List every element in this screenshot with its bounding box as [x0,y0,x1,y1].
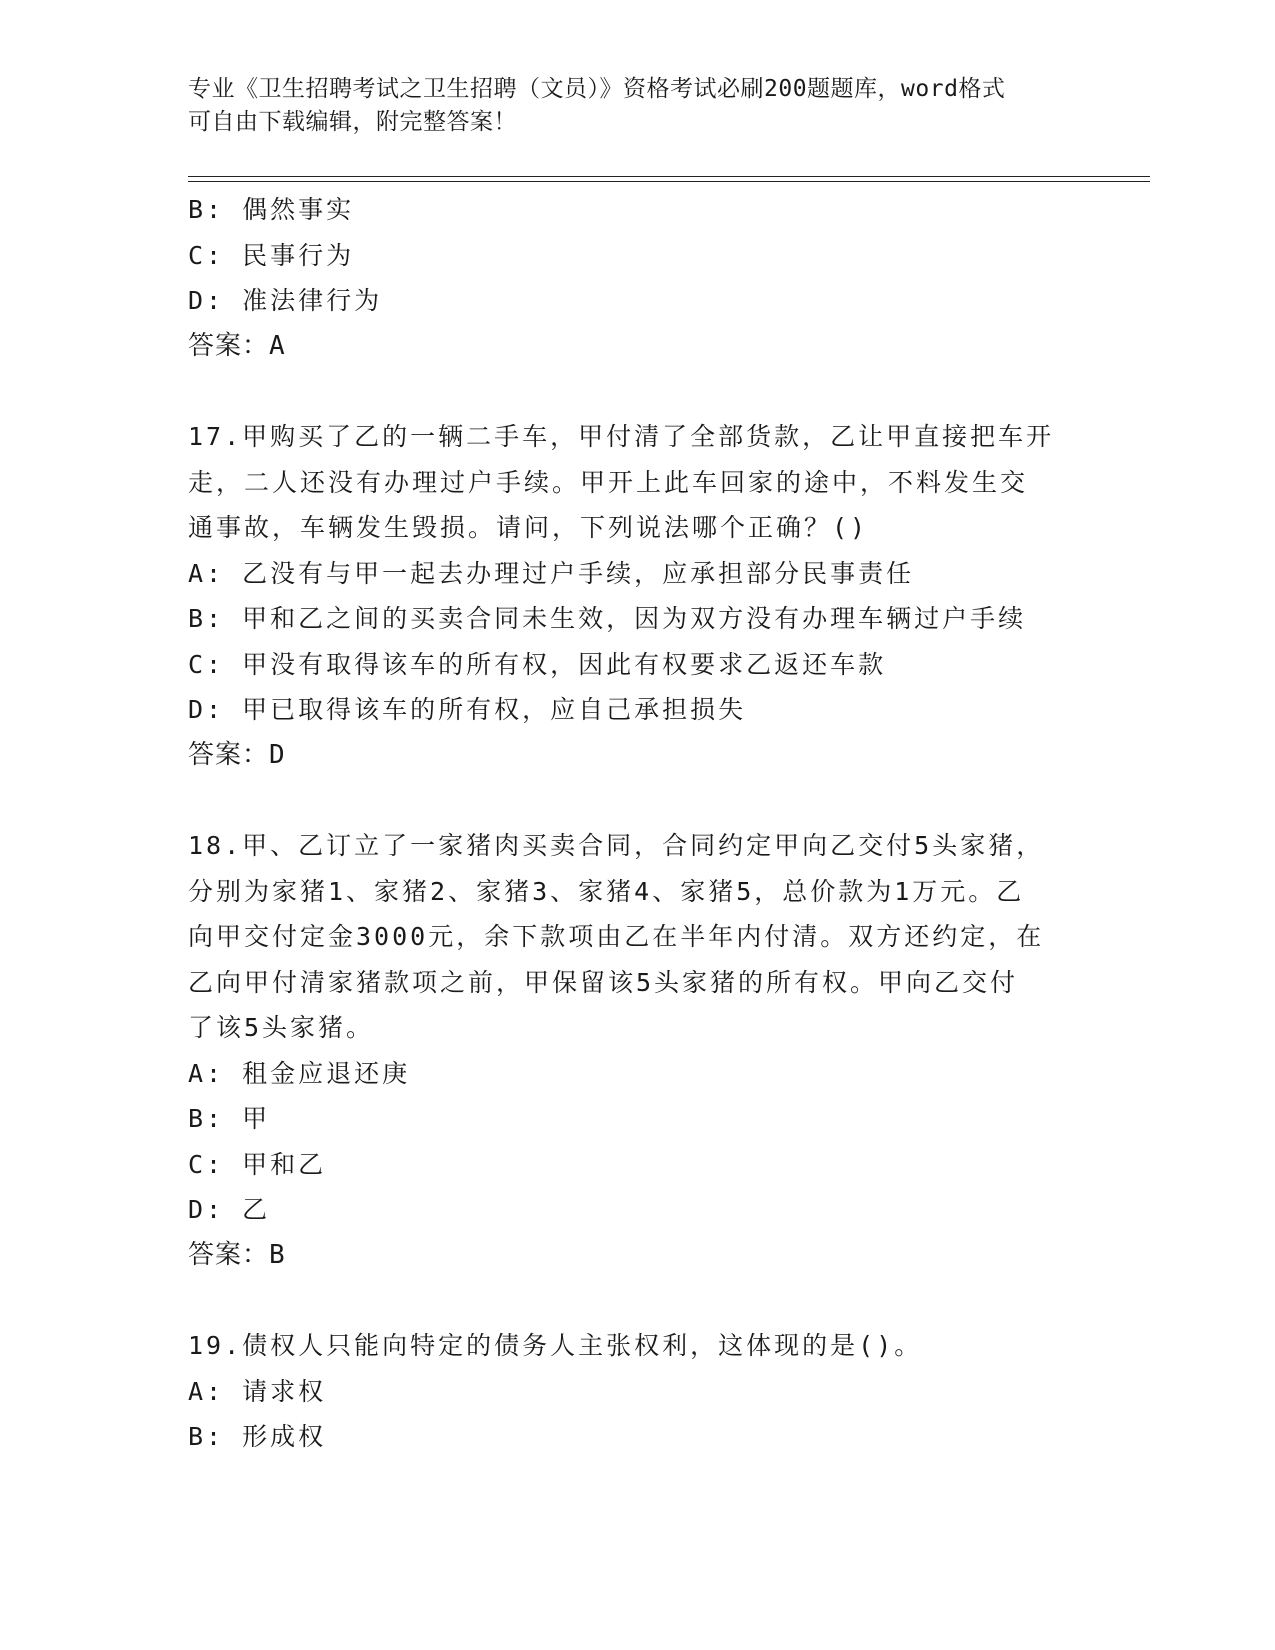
question-stem-line: 了该5头家猪。 [188,1013,375,1042]
option-d: D: 甲已取得该车的所有权，应自己承担损失 [188,695,747,724]
option-d: D: 准法律行为 [188,286,383,315]
option-b: B: 偶然事实 [188,195,355,224]
question-stem-line: 分别为家猪1、家猪2、家猪3、家猪4、家猪5，总价款为1万元。乙 [188,876,1025,906]
question-stem-line: 走，二人还没有办理过户手续。甲开上此车回家的途中，不料发生交 [188,467,1029,497]
question-19 [188,1323,1088,1460]
option-b: B: 甲 [188,1104,271,1133]
option-a: A: 租金应退还庚 [188,1058,411,1088]
answer-line: 答案：D [188,739,286,770]
question-stem-line: 19.债权人只能向特定的债务人主张权利，这体现的是()。 [188,1331,923,1360]
question-18 [188,823,1088,1278]
header-rule-bottom [188,181,1150,182]
option-a: A: 乙没有与甲一起去办理过户手续，应承担部分民事责任 [188,558,915,588]
option-b: B: 甲和乙之间的买卖合同未生效，因为双方没有办理车辆过户手续 [188,604,1027,633]
header-rule-top [188,176,1150,177]
document-body [188,187,1088,1460]
header-line-1: 专业《卫生招聘考试之卫生招聘（文员）》资格考试必刷200题题库，word格式 [188,76,1006,102]
question-stem-line: 17.甲购买了乙的一辆二手车，甲付清了全部货款，乙让甲直接把车开 [188,422,1055,451]
option-c: C: 民事行为 [188,240,355,270]
answer-line: 答案：A [188,330,286,361]
question-17 [188,414,1088,778]
carryover-question [188,187,1088,369]
header-line-2: 可自由下载编辑，附完整答案！ [188,109,517,135]
answer-line: 答案：B [188,1239,286,1270]
question-stem-line: 向甲交付定金3000元，余下款项由乙在半年内付清。双方还约定，在 [188,922,1045,951]
option-c: C: 甲没有取得该车的所有权，因此有权要求乙返还车款 [188,649,887,679]
option-a: A: 请求权 [188,1376,327,1406]
question-stem-line: 乙向甲付清家猪款项之前，甲保留该5头家猪的所有权。甲向乙交付 [188,967,1019,997]
option-c: C: 甲和乙 [188,1149,327,1179]
option-d: D: 乙 [188,1195,271,1224]
document-header [188,73,1078,139]
question-stem-line: 通事故，车辆发生毁损。请问，下列说法哪个正确？() [188,513,869,542]
question-stem-line: 18.甲、乙订立了一家猪肉买卖合同，合同约定甲向乙交付5头家猪， [188,831,1045,860]
option-b: B: 形成权 [188,1422,327,1451]
